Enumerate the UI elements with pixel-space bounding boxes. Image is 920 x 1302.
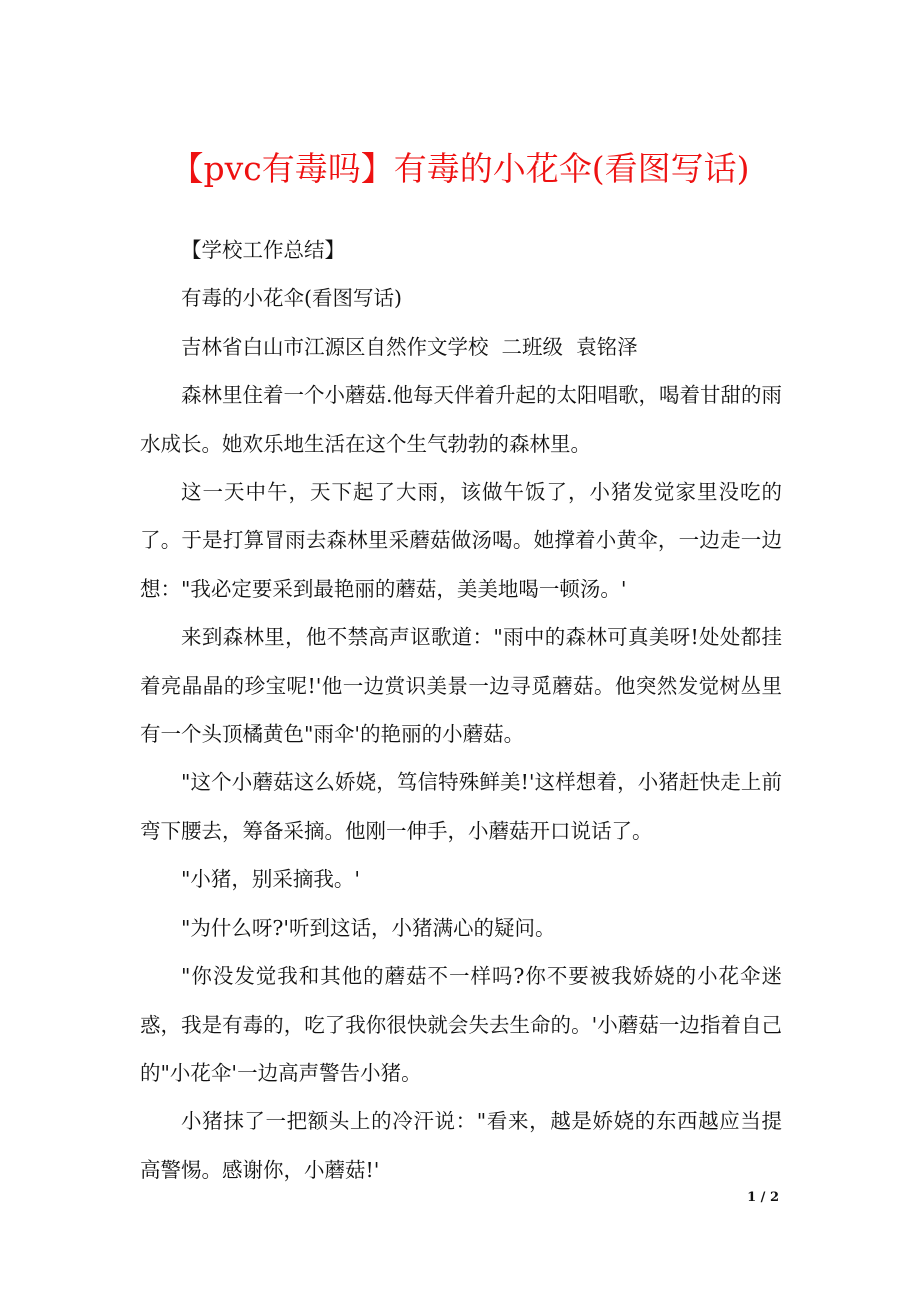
document-body xyxy=(140,226,782,1194)
paragraph: 这一天中午，天下起了大雨，该做午饭了，小猪发觉家里没吃的了。于是打算冒雨去森林里采蘑菇做汤喝。她撑着小黄伞，一边走一边想："我必定要采到最艳丽的蘑菇，美美地喝一顿汤。' xyxy=(140,480,782,601)
paragraph: 森林里住着一个小蘑菇.他每天伴着升起的太阳唱歌，喝着甘甜的雨水成长。她欢乐地生活在这个生气勃勃的森林里。 xyxy=(140,383,783,456)
paragraph: "为什么呀?'听到这话，小猪满心的疑问。 xyxy=(181,915,556,940)
paragraph: 小猪抹了一把额头上的冷汗说："看来，越是娇娆的东西越应当提高警惕。感谢你，小蘑菇!' xyxy=(140,1109,782,1182)
paragraph: 来到森林里，他不禁高声讴歌道："雨中的森林可真美呀!处处都挂着亮晶晶的珍宝呢!'他一边赏识美景一边寻觅蘑菇。他突然发觉树丛里有一个头顶橘黄色"雨伞'的艳丽的小蘑菇。 xyxy=(140,625,782,747)
author-line: 吉林省白山市江源区自然作文学校 二班级 袁铭泽 xyxy=(181,334,638,359)
essay-subtitle: 有毒的小花伞(看图写话) xyxy=(181,286,402,311)
paragraph: "小猪，别采摘我。' xyxy=(181,867,361,892)
paragraph: "这个小蘑菇这么娇娆，笃信特殊鲜美!'这样想着，小猪赶快走上前弯下腰去，筹备采摘。他刚一伸手，小蘑菇开口说话了。 xyxy=(140,770,782,843)
page-number: 1 / 2 xyxy=(747,1190,779,1205)
document-title: 【pvc有毒吗】有毒的小花伞(看图写话) xyxy=(170,149,750,188)
category-label: 【学校工作总结】 xyxy=(181,238,345,262)
paragraph: "你没发觉我和其他的蘑菇不一样吗?你不要被我娇娆的小花伞迷惑，我是有毒的，吃了我你很快就会失去生命的。'小蘑菇一边指着自己的"小花伞'一边高声警告小猪。 xyxy=(140,964,782,1085)
